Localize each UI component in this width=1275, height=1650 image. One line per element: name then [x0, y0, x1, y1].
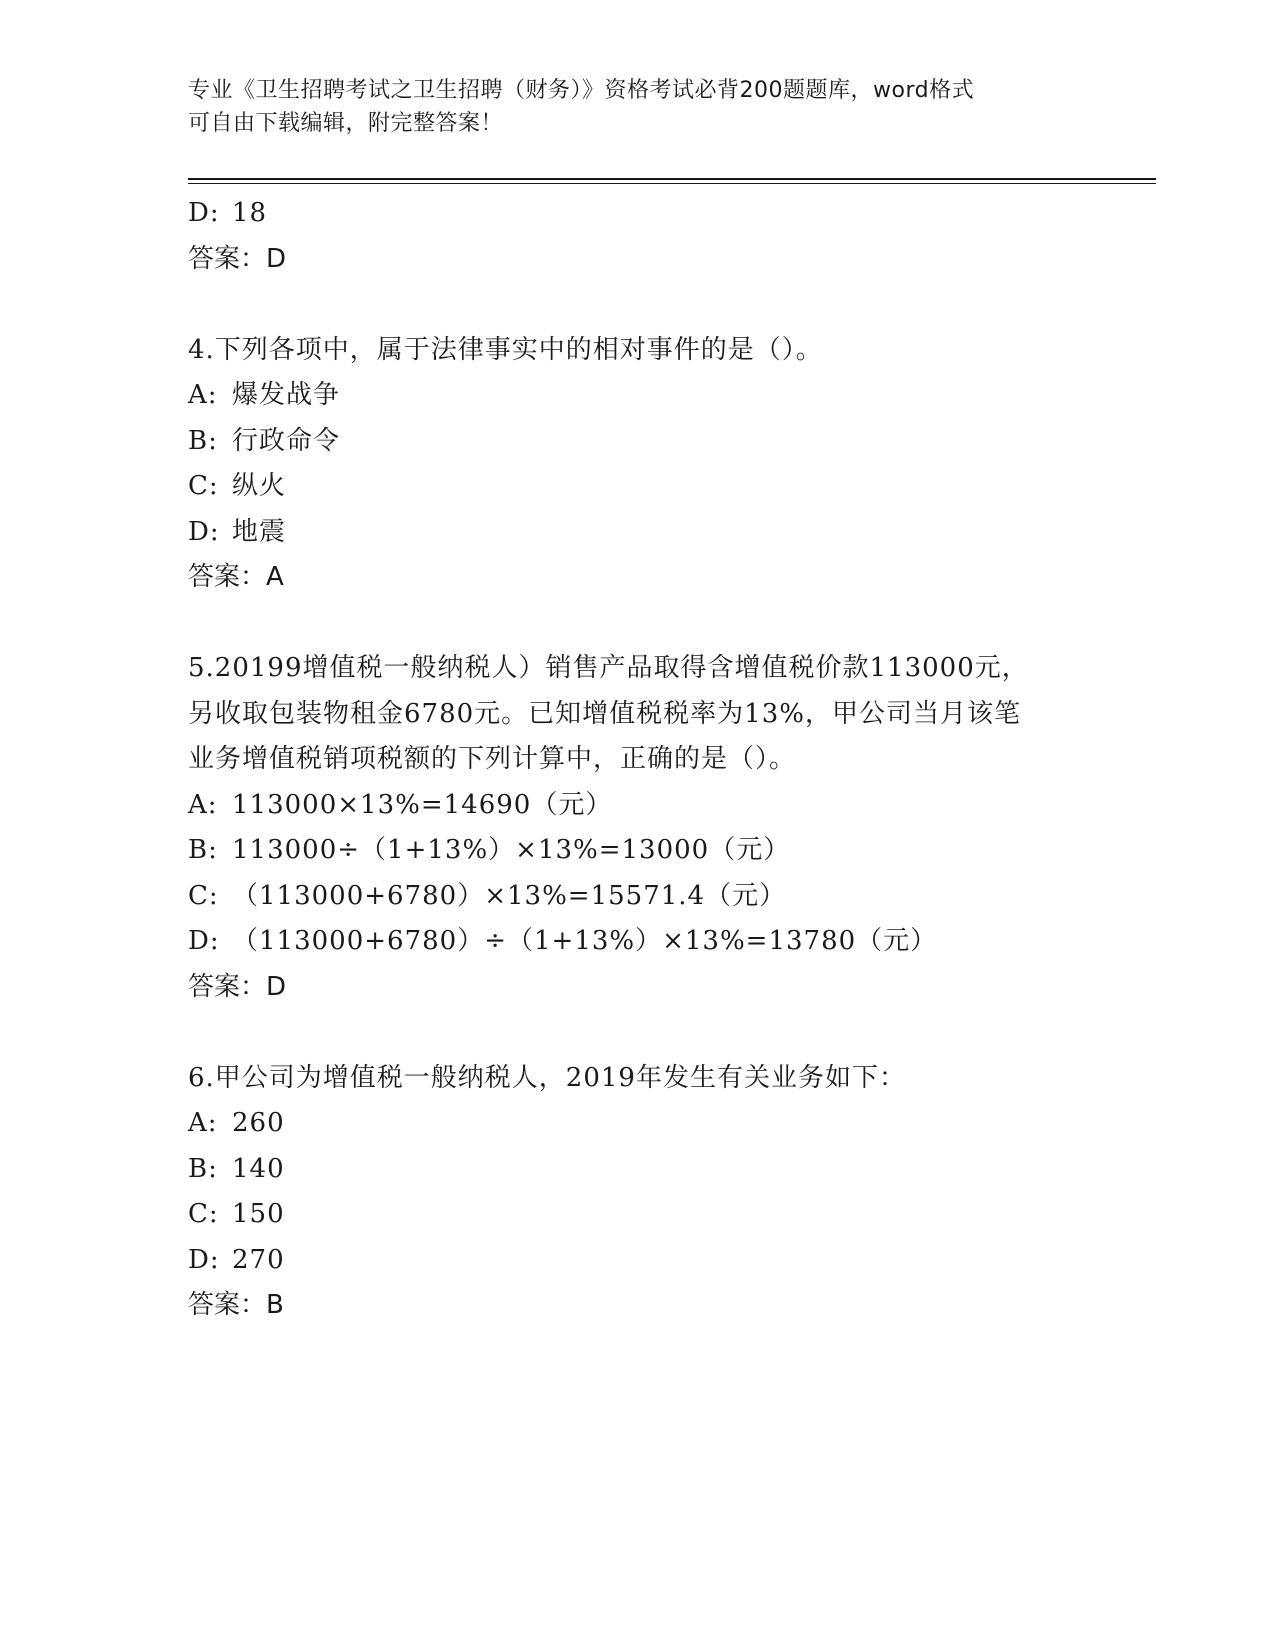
- option-label: C:: [188, 880, 219, 911]
- q4-option-d: [188, 510, 1088, 556]
- option-label: D:: [188, 1244, 220, 1275]
- option-label: D:: [188, 198, 220, 228]
- option-label: B:: [188, 835, 218, 865]
- q6-option-b: [188, 1147, 1088, 1193]
- option-label: B:: [188, 425, 218, 456]
- question-content: [188, 191, 1088, 1329]
- q3-answer: 答案：D: [188, 243, 287, 274]
- q5-answer: 答案：D: [188, 971, 287, 1002]
- option-text: 爆发战争: [232, 380, 341, 410]
- option-label: A:: [188, 1108, 218, 1138]
- option-text: 18: [232, 198, 268, 228]
- q4-option-a: [188, 373, 1088, 419]
- option-text: 地震: [232, 516, 287, 547]
- q5-option-c: [188, 874, 1088, 920]
- document-header: [188, 74, 1088, 140]
- q5-stem-line-2: 另收取包装物租金6780元。已知增值税税率为13%，甲公司当月该笔: [188, 698, 1021, 729]
- option-text: 纵火: [232, 471, 287, 501]
- q3-option-d: [188, 191, 1088, 237]
- q5-option-a: [188, 783, 1088, 829]
- option-text: 270: [232, 1244, 285, 1275]
- option-text: （113000+6780）×13%=15571.4（元）: [232, 880, 787, 911]
- q5-stem-line-1: 5.20199增值税一般纳税人）销售产品取得含增值税价款113000元，: [188, 653, 1029, 683]
- spacer: [188, 1010, 1088, 1056]
- q5-option-b: [188, 828, 1088, 874]
- header-divider-thin: [188, 183, 1156, 184]
- q6-stem: 6.甲公司为增值税一般纳税人，2019年发生有关业务如下：: [188, 1062, 906, 1093]
- header-divider-thick: [188, 178, 1156, 180]
- option-text: 150: [232, 1199, 285, 1229]
- q4-stem: 4.下列各项中，属于法律事实中的相对事件的是（）。: [188, 334, 823, 365]
- option-label: C:: [188, 471, 219, 501]
- option-label: A:: [188, 789, 218, 820]
- spacer: [188, 601, 1088, 647]
- q4-option-b: [188, 419, 1088, 465]
- option-label: D:: [188, 926, 220, 956]
- header-title-line-2: 可自由下载编辑，附完整答案！: [188, 111, 504, 136]
- option-text: 260: [232, 1108, 285, 1138]
- q6-option-c: [188, 1192, 1088, 1238]
- q4-answer: 答案：A: [188, 562, 284, 592]
- q4-option-c: [188, 464, 1088, 510]
- header-title-line-1: 专业《卫生招聘考试之卫生招聘（财务）》资格考试必背200题题库，word格式: [188, 78, 975, 103]
- q5-stem-line-3: 业务增值税销项税额的下列计算中，正确的是（）。: [188, 744, 797, 774]
- option-text: （113000+6780）÷（1+13%）×13%=13780（元）: [232, 926, 938, 956]
- q6-option-d: [188, 1238, 1088, 1284]
- option-label: D:: [188, 516, 220, 547]
- option-text: 113000×13%=14690（元）: [232, 789, 613, 820]
- q6-answer: 答案：B: [188, 1290, 284, 1320]
- option-label: A:: [188, 380, 218, 410]
- q5-option-d: [188, 919, 1088, 965]
- option-text: 行政命令: [232, 425, 341, 456]
- option-text: 140: [232, 1153, 285, 1184]
- option-label: B:: [188, 1153, 218, 1184]
- option-label: C:: [188, 1199, 219, 1229]
- option-text: 113000÷（1+13%）×13%=13000（元）: [232, 835, 791, 865]
- q6-option-a: [188, 1101, 1088, 1147]
- spacer: [188, 282, 1088, 328]
